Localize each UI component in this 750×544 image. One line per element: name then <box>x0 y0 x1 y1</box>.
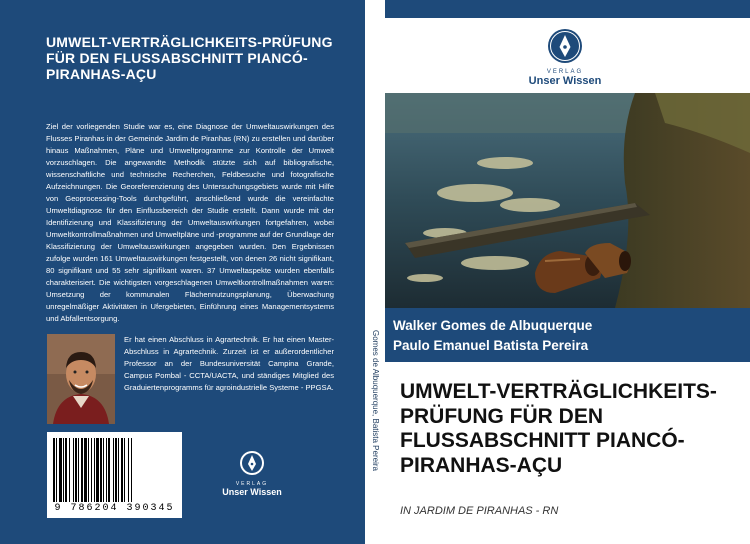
spine-authors: Gomes de Albuquerque, Batista Pereira <box>371 330 380 471</box>
barcode-bar <box>132 438 133 502</box>
front-logo-label: VERLAG <box>546 69 584 75</box>
front-publisher-logo <box>515 28 615 87</box>
back-logo-name: Unser Wissen <box>222 487 282 497</box>
front-title: UMWELT-VERTRÄGLICHKEITS-PRÜFUNG FÜR DEN FLUSSABSCHNITT PIANCÓ-PIRANHAS-AÇU <box>400 380 717 477</box>
author-name-2: Paulo Emanuel Batista Pereira <box>393 338 589 353</box>
front-top-bar <box>385 0 750 18</box>
back-title: UMWELT-VERTRÄGLICHKEITS-PRÜFUNG FÜR DEN FLUSSABSCHNITT PIANCÓ-PIRANHAS-AÇU <box>46 34 333 82</box>
front-logo-name: Unser Wissen <box>528 75 602 87</box>
barcode-number: 9 786204 390345 <box>54 503 175 514</box>
cover-photo <box>385 93 750 308</box>
front-subtitle: IN JARDIM DE PIRANHAS - RN <box>400 505 559 517</box>
author-portrait-image <box>47 334 115 424</box>
isbn-barcode <box>47 432 182 518</box>
pen-nib-icon <box>547 28 583 64</box>
back-cover <box>0 0 365 544</box>
author-photo <box>47 334 115 424</box>
river-photo-image <box>385 93 750 308</box>
pen-nib-icon <box>239 450 265 476</box>
back-abstract: Ziel der vorliegenden Studie war es, eine Diagnose der Umweltauswirkungen des Flusses Piranhas in der Gemeinde Jardim de Piranhas (RN) zu erstellen und darüber hinaus Maßnahmen, Pläne und Umweltprogramme zur Kontrolle der Umwelt vorzuschlagen. Die angewandte Methodik stützte sich auf bibliografische, wissenschaftliche und technische Recherchen, Feldbesuche und fotografische Aufzeichnungen. Die Georeferenzierung des Untersuchungsgebiets wurde mit Hilfe von Geoprocessing-Tools durchgeführt, anschließend wurde die vereinfachte Umweltdiagnose für den Einflussbereich der Studie erstellt. Dann wurde mit der Identifizierung und Klassifizierung der Umweltauswirkungen fortgefahren, wobei Umweltkontrollmaßnahmen und Umweltpläne und -programme auf der Grundlage der Klassifizierung der Umweltauswirkungen angegeben wurden. Den Ergebnissen zufolge wurden 161 Umweltauswirkungen festgestellt, von denen 26 nicht signifikant, 80 signifikant und 55 sehr signifikant waren. 37 Umweltaspekte wurden ebenfalls charakterisiert. Die wichtigsten vorgeschlagenen Umweltkontrollmaßnahmen waren: Umsetzung der kommunalen Flächennutzungsplanung, Überwachung unregelmäßiger Aktivitäten in Ufergebieten, Einführung eines Managementsystems und Abfallentsorgung. <box>46 122 334 323</box>
back-publisher-logo <box>212 450 292 497</box>
front-cover <box>385 0 750 544</box>
author-bio: Er hat einen Abschluss in Agrartechnik. Er hat einen Master-Abschluss in Agrartechnik. Zurzeit ist er außerordentlicher Professor an der Bundesuniversität Campina Grande, Campus Pombal - CCTA/UACTA, und ständiges Mitglied des Graduiertenprogramms für agroindustrielle Systeme - PPGSA. <box>124 335 334 392</box>
spine <box>365 0 385 544</box>
author-name-1: Walker Gomes de Albuquerque <box>393 318 593 333</box>
authors-band <box>385 308 750 362</box>
back-logo-label: VERLAG <box>235 481 269 487</box>
barcode-bars <box>53 438 176 502</box>
